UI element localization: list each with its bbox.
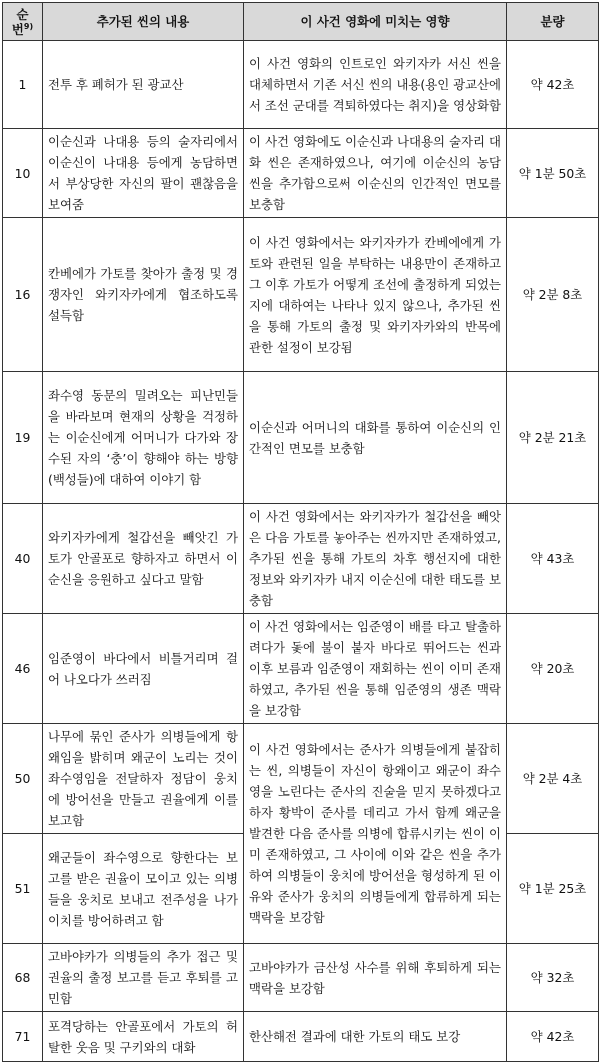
scene-content: 칸베에가 가토를 찾아가 출정 및 경쟁자인 와키자카에게 협조하도록 설득함 [43,218,244,372]
scene-content: 전투 후 폐허가 된 광교산 [43,41,244,129]
added-scenes-table [2,2,599,1062]
scene-content: 고바야카가 의병들의 추가 접근 및 권율의 출정 보고를 듣고 후퇴를 고민함 [43,944,244,1012]
row-number: 10 [3,129,43,218]
table-row [3,944,599,1012]
scene-duration: 약 32초 [507,944,599,1012]
scene-duration: 약 43초 [507,504,599,614]
scene-effect: 이 사건 영화에도 이순신과 나대용의 술자리 대화 씬은 존재하였으나, 여기에 이순신의 농담 씬을 추가함으로써 이순신의 인간적인 면모를 보충함 [244,129,507,218]
row-number: 50 [3,724,43,834]
scene-content: 임준영이 바다에서 비틀거리며 걸어 나오다가 쓰러짐 [43,614,244,724]
footnote-marker: 9) [23,21,34,31]
scene-duration: 약 1분 25초 [507,834,599,944]
table-row [3,1012,599,1062]
header-duration: 분량 [507,3,599,41]
header-effect: 이 사건 영화에 미치는 영향 [244,3,507,41]
scene-content: 나무에 묶인 준사가 의병들에게 항왜임을 밝히며 왜군이 노리는 것이 좌수영임을 전달하자 정담이 웅치에 방어선을 만들고 권율에게 이를 보고함 [43,724,244,834]
table-row [3,504,599,614]
table-row [3,614,599,724]
table-row [3,41,599,129]
scene-effect: 고바야카가 금산성 사수를 위해 후퇴하게 되는 맥락을 보강함 [244,944,507,1012]
scene-effect: 이 사건 영화에서는 와키자카가 철갑선을 빼앗은 다음 가토를 놓아주는 씬까지만 존재하였고, 추가된 씬을 통해 가토의 차후 행선지에 대한 정보와 와키자카 내지 이순신에 대한 태도를 보충함 [244,504,507,614]
row-number: 68 [3,944,43,1012]
scene-effect: 이 사건 영화에서는 와키자카가 칸베에에게 가토와 관련된 일을 부탁하는 내용만이 존재하고 그 이후 가토가 어떻게 조선에 출정하게 되었는지에 대하여는 나타나 있지 않으나, 추가된 씬을 통해 가토의 출정 및 와키자카와의 반목에 관한 설정이 보강됨 [244,218,507,372]
scene-duration: 약 2분 21초 [507,372,599,504]
table-row [3,724,599,834]
row-number: 16 [3,218,43,372]
scene-effect: 이 사건 영화에서는 임준영이 배를 타고 탈출하려다가 돛에 불이 붙자 바다로 뛰어드는 씬과 이후 보름과 임준영이 재회하는 씬이 이미 존재하였고, 추가된 씬을 통해 임준영의 생존 맥락을 보강함 [244,614,507,724]
scene-duration: 약 2분 4초 [507,724,599,834]
scene-duration: 약 1분 50초 [507,129,599,218]
scene-effect-merged: 이 사건 영화에서는 준사가 의병들에게 붙잡히는 씬, 의병들이 자신이 항왜이고 왜군이 좌수영을 노린다는 준사의 진술을 믿지 못하겠다고 하자 황박이 준사를 데리고 가서 함께 왜군을 발견한 다음 준사를 의병에 합류시키는 씬이 이미 존재하였고, 그 사이에 이와 같은 씬을 추가하여 의병들이 웅치에 방어선을 형성하게 된 이유와 준사가 웅치의 의병들에게 합류하게 되는 맥락을 보강함 [244,724,507,944]
scene-duration: 약 2분 8초 [507,218,599,372]
table-row [3,372,599,504]
scene-content: 왜군들이 좌수영으로 향한다는 보고를 받은 권율이 모이고 있는 의병들을 웅치로 보내고 전주성을 나가 이치를 방어하려고 함 [43,834,244,944]
header-no-line1: 순 [16,6,29,22]
scene-effect: 이 사건 영화의 인트로인 와키자카 서신 씬을 대체하면서 기존 서신 씬의 내용(용인 광교산에서 조선 군대를 격퇴하였다는 취지)을 영상화함 [244,41,507,129]
row-number: 46 [3,614,43,724]
header-content: 추가된 씬의 내용 [43,3,244,41]
row-number: 40 [3,504,43,614]
scene-duration: 약 20초 [507,614,599,724]
header-no-line2: 번 [11,21,24,37]
scene-effect: 한산해전 결과에 대한 가토의 태도 보강 [244,1012,507,1062]
scene-effect: 이순신과 어머니의 대화를 통하여 이순신의 인간적인 면모를 보충함 [244,372,507,504]
row-number: 1 [3,41,43,129]
scene-duration: 약 42초 [507,1012,599,1062]
scene-content: 와키자카에게 철갑선을 빼앗긴 가토가 안골포로 향하자고 하면서 이순신을 응원하고 싶다고 말함 [43,504,244,614]
row-number: 51 [3,834,43,944]
scene-duration: 약 42초 [507,41,599,129]
table-row [3,218,599,372]
row-number: 19 [3,372,43,504]
scene-content: 포격당하는 안골포에서 가토의 허탈한 웃음 및 구키와의 대화 [43,1012,244,1062]
scene-content: 좌수영 동문의 밀려오는 피난민들을 바라보며 현재의 상황을 걱정하는 이순신에게 어머니가 다가와 장수된 자의 ‘충’이 향해야 하는 방향(백성들)에 대하여 이야기 함 [43,372,244,504]
header-row [3,3,599,41]
scene-content: 이순신과 나대용 등의 술자리에서 이순신이 나대용 등에게 농담하면서 부상당한 자신의 팔이 괜찮음을 보여줌 [43,129,244,218]
row-number: 71 [3,1012,43,1062]
table-row [3,129,599,218]
header-no [3,3,43,41]
